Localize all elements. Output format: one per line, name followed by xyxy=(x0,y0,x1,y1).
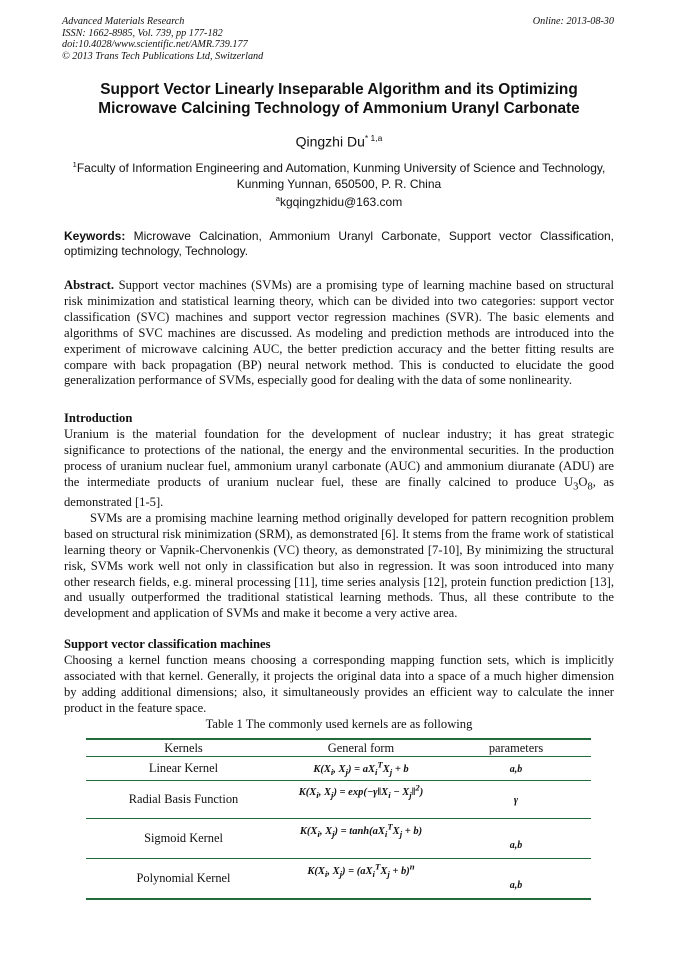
kernel-name: Polynomial Kernel xyxy=(86,859,281,899)
copyright-line: © 2013 Trans Tech Publications Ltd, Switzerland xyxy=(62,50,264,62)
introduction-paragraph-1: Uranium is the material foundation for the development of nuclear industry; it has great strategic significance to protections of the national, the energy and the environmental securities. In the production process of uranium nuclear fuel, ammonium uranyl carbonate (AUC) and ammonium diuranate (ADU) are the intermediate products of uranium nuclear fuel, these are finally calcined to produce $U_3O_8$, as demonstrated [1-5]. xyxy=(64,426,614,510)
email-address[interactable]: kgqingzhidu@163.com xyxy=(279,195,403,209)
kernel-params: a,b xyxy=(441,819,591,859)
kernel-name: Linear Kernel xyxy=(86,757,281,781)
journal-header xyxy=(62,16,263,62)
kernel-params: γ xyxy=(441,781,591,819)
kernels-table xyxy=(86,738,591,900)
online-date: Online: 2013-08-30 xyxy=(532,16,614,27)
kernel-name: Radial Basis Function xyxy=(86,781,281,819)
sigmoid-formula: K(Xi, Xj) = tanh(aXiTXj + b) xyxy=(299,821,423,840)
email-line xyxy=(0,194,678,209)
header-parameters: parameters xyxy=(441,739,591,757)
author-marks: * 1,a xyxy=(364,133,383,143)
kernel-formula xyxy=(281,781,441,819)
journal-name: Advanced Materials Research xyxy=(62,16,185,27)
affiliation-mark: 1 xyxy=(72,160,77,169)
issn-line: ISSN: 1662-8985, Vol. 739, pp 177-182 xyxy=(62,27,223,39)
table-row xyxy=(86,757,591,781)
table-row xyxy=(86,819,591,859)
rbf-formula: K(Xi, Xj) = exp(−γ‖Xi − Xj‖2) xyxy=(298,782,424,801)
email-mark: a xyxy=(275,194,280,203)
introduction-heading: Introduction xyxy=(64,411,133,425)
keywords xyxy=(64,229,614,259)
abstract-text: Support vector machines (SVMs) are a promising type of learning machine based on structural risk minimization and statistical learning theory, which can be divided into two categories: support vector classification (SVC) machines and support vector regression machines (SVR). The basic elements and algorithms of SVC machines are discussed. As modeling and prediction methods are introduced into the experiment of microwave calcining AUC, the better prediction accuracy and the better fitting results are compare with back propagation (BP) neural network method. This is conducted to elucidate the good generalization performance of SVMs, especially good for dealing with the data of some nonlinearity. xyxy=(64,278,614,388)
kernel-params: a,b xyxy=(441,757,591,781)
author-line xyxy=(0,133,678,150)
svc-paragraph-1: Choosing a kernel function means choosing a corresponding mapping function sets, which is implicitly associated with that kernel. Generally, it projects the original data into a space of a much higher dimension by adding additional dimensions; also, it simultaneously provides an efficient way to calculate the inner product in the feature space. xyxy=(64,652,614,715)
introduction-section xyxy=(64,411,614,622)
paper-title: Support Vector Linearly Inseparable Algorithm and its Optimizing Microwave Calcining Technology of Ammonium Uranyl Carbonate xyxy=(98,81,580,117)
table-header-row xyxy=(86,739,591,757)
affiliation-text: Faculty of Information Engineering and Automation, Kunming University of Science and Technology, Kunming Yunnan, 650500, P. R. China xyxy=(76,161,606,191)
keywords-text: Microwave Calcination, Ammonium Uranyl Carbonate, Support vector Classification, optimizing technology, Technology. xyxy=(64,229,614,258)
header-general-form: General form xyxy=(281,739,441,757)
table-row xyxy=(86,781,591,819)
table-row xyxy=(86,859,591,899)
svc-heading: Support vector classification machines xyxy=(64,637,271,651)
table-caption: Table 1 The commonly used kernels are as following xyxy=(205,717,473,731)
kernel-params: a,b xyxy=(441,859,591,899)
kernel-formula xyxy=(281,757,441,781)
kernel-formula xyxy=(281,819,441,859)
affiliation xyxy=(70,157,608,192)
abstract-label: Abstract. xyxy=(64,278,115,292)
abstract xyxy=(64,278,614,389)
kernel-formula xyxy=(281,859,441,899)
header-kernels: Kernels xyxy=(86,739,281,757)
doi-line: doi:10.4028/www.scientific.net/AMR.739.177 xyxy=(62,39,248,51)
svc-section xyxy=(64,637,614,717)
linear-formula: $K(X_i$, $X_j) = aX_i^TX_j + b$ xyxy=(313,759,409,778)
kernel-name: Sigmoid Kernel xyxy=(86,819,281,859)
introduction-paragraph-2: SVMs are a promising machine learning method originally developed for pattern recognition problem based on structural risk minimization (SRM), as demonstrated [6]. It stems from the frame work of statistical learning theory or Vapnik-Chervonenkis (VC) theory, as demonstrated [7-10], By minimizing the structural risk, SVMs work well not only in classification but also in regression. It was soon introduced into many other research fields, e.g. mineral processing [11], time series analysis [12], protein function prediction [13], and usually outperformed the traditional statistical learning methods. Thus, all these contribute to the development and application of SVMs and make it become a very active area. xyxy=(64,510,614,621)
keywords-label: Keywords: xyxy=(64,229,126,243)
author-name: Qingzhi Du xyxy=(295,133,365,150)
polynomial-formula: K(Xi, Xj) = (aXiTXj + b)n xyxy=(307,861,415,880)
